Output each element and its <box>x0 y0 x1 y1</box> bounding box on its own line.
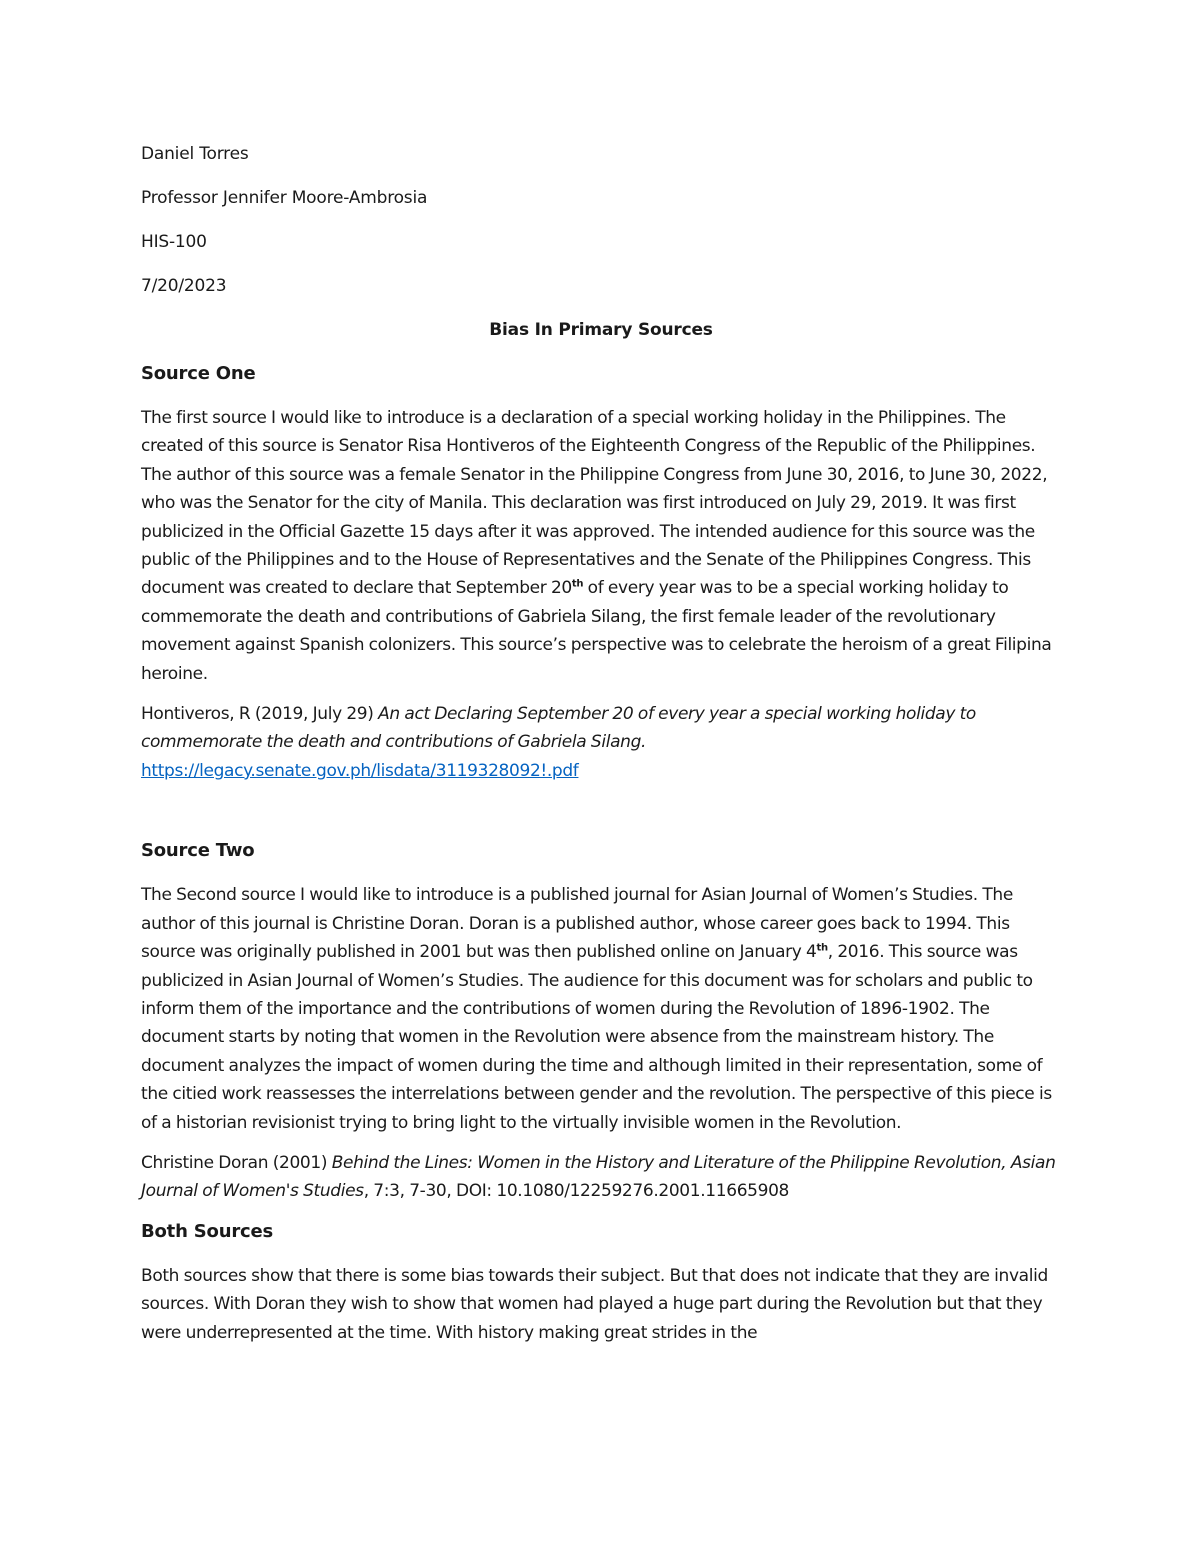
professor-name: Professor Jennifer Moore-Ambrosia <box>141 188 428 208</box>
spacer <box>141 1206 1061 1218</box>
source-one-link[interactable]: https://legacy.senate.gov.ph/lisdata/3119328092!.pdf <box>141 760 579 781</box>
student-name: Daniel Torres <box>141 144 249 164</box>
spacer <box>141 785 1061 837</box>
document-title: Bias In Primary Sources <box>489 320 713 340</box>
source-two-cite-suffix: , 7:3, 7-30, DOI: 10.1080/12259276.2001.11665908 <box>363 1181 790 1202</box>
document-page <box>141 140 1061 1359</box>
source-one-superscript: th <box>571 578 584 590</box>
source-one-paragraph <box>141 404 1061 688</box>
source-two-paragraph <box>141 881 1061 1137</box>
source-one-heading: Source One <box>141 363 256 384</box>
source-two-citation <box>141 1149 1061 1206</box>
source-two-text-a: The Second source I would like to introduce is a published journal for Asian Journal of Women’s Studies. The author of this journal is Christine Doran. Doran is a published author, whose career goes back to 1994. This source was originally published in 2001 but was then published online on January 4 <box>141 885 1013 963</box>
source-one-text-a: The first source I would like to introduce is a declaration of a special working holiday in the Philippines. The created of this source is Senator Risa Hontiveros of the Eighteenth Congress of the Republic of the Philippines. The author of this source was a female Senator in the Philippine Congress from June 30, 2016, to June 30, 2022, who was the Senator for the city of Manila. This declaration was first introduced on July 29, 2019. It was first publicized in the Official Gazette 15 days after it was approved. The intended audience for this source was the public of the Philippines and to the House of Representatives and the Senate of the Philippines Congress. This document was created to declare that September 20 <box>141 408 1048 599</box>
source-two-superscript: th <box>816 942 828 954</box>
source-two-cite-title: Behind the Lines: Women in the History and Literature of the Philippine Revolution, Asian Journal of Women's Studies <box>141 1152 1056 1202</box>
both-sources-heading: Both Sources <box>141 1220 273 1242</box>
source-one-cite-prefix: Hontiveros, R (2019, July 29) <box>141 704 379 725</box>
source-one-citation <box>141 700 1061 785</box>
source-two-heading: Source Two <box>141 840 255 862</box>
source-one-text-b: of every year was to be a special working holiday to commemorate the death and contributions of Gabriela Silang, the first female leader of the revolutionary movement against Spanish colonizers. This source’s perspective was to celebrate the heroism of a great Filipina heroine. <box>141 578 1052 684</box>
source-two-cite-prefix: Christine Doran (2001) <box>141 1152 332 1173</box>
date: 7/20/2023 <box>141 276 227 296</box>
course-code: HIS-100 <box>141 232 207 252</box>
both-sources-paragraph: Both sources show that there is some bias towards their subject. But that does not indicate that they are invalid sources. With Doran they wish to show that women had played a huge part during the Revolution but that they were underrepresented at the time. With history making great strides in the <box>141 1265 1048 1343</box>
source-two-text-b: , 2016. This source was publicized in Asian Journal of Women’s Studies. The audience for this document was for scholars and public to inform them of the importance and the contributions of women during the Revolution of 1896-1902. The document starts by noting that women in the Revolution were absence from the mainstream history. The document analyzes the impact of women during the time and although limited in their representation, some of the citied work reassesses the interrelations between gender and the revolution. The perspective of this piece is of a historian revisionist trying to bring light to the virtually invisible women in the Revolution. <box>141 942 1052 1133</box>
source-one-cite-title: An act Declaring September 20 of every year a special working holiday to commemorate the death and contributions of Gabriela Silang. <box>141 704 976 753</box>
